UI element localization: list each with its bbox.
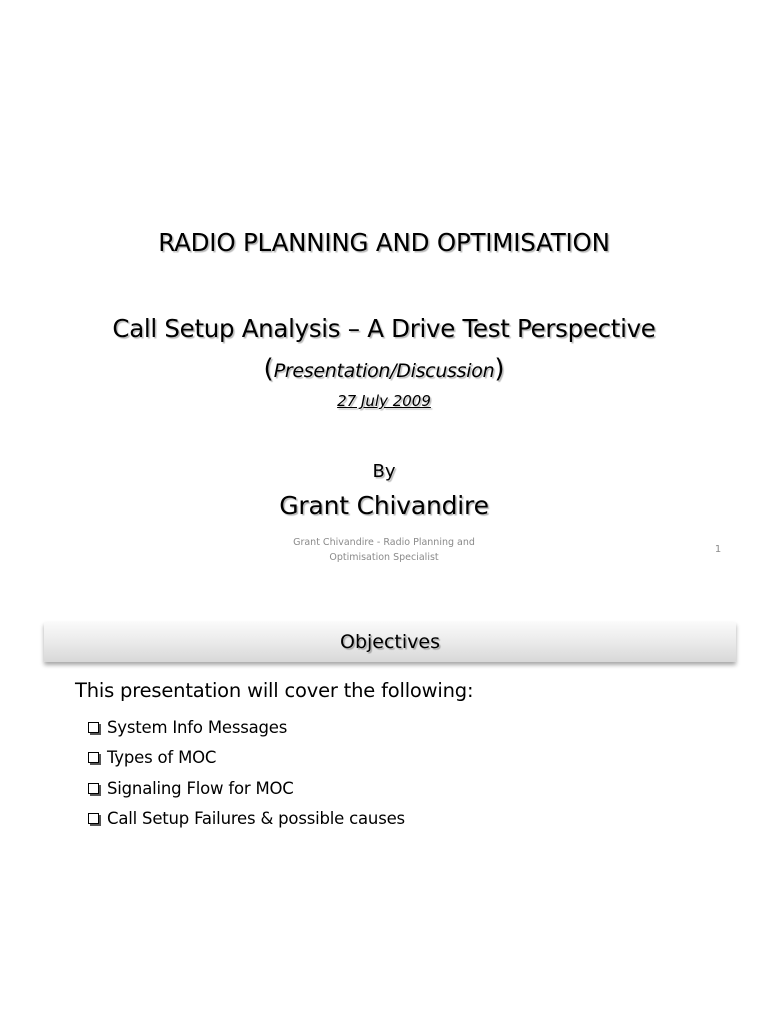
objectives-list	[88, 712, 405, 834]
by-label: By	[372, 461, 396, 482]
close-paren: )	[494, 354, 505, 384]
author-name: Grant Chivandire	[279, 491, 489, 520]
list-item-text: Signaling Flow for MOC	[107, 778, 294, 798]
slide-title: RADIO PLANNING AND OPTIMISATION	[158, 228, 610, 257]
checkbox-icon	[88, 752, 99, 763]
checkbox-icon	[88, 783, 99, 794]
list-item-text: Types of MOC	[107, 748, 217, 768]
footer-line-1: Grant Chivandire - Radio Planning and	[293, 537, 475, 548]
open-paren: (	[263, 354, 274, 384]
list-item	[88, 743, 405, 774]
slide-subtitle: Call Setup Analysis – A Drive Test Perspective	[112, 314, 656, 343]
objectives-title: Objectives	[340, 631, 440, 653]
list-item	[88, 712, 405, 743]
presentation-date: 27 July 2009	[337, 392, 431, 410]
list-item-text: System Info Messages	[107, 717, 288, 737]
list-item	[88, 773, 405, 804]
slide-footer	[234, 535, 534, 565]
page-number: 1	[714, 544, 722, 555]
presentation-type	[0, 354, 768, 384]
list-item	[88, 804, 405, 835]
checkbox-icon	[88, 722, 99, 733]
list-item-text: Call Setup Failures & possible causes	[107, 809, 405, 829]
objectives-header-bar	[44, 622, 736, 662]
intro-text: This presentation will cover the following:	[75, 679, 474, 702]
objectives-slide	[0, 590, 768, 1024]
footer-line-2: Optimisation Specialist	[329, 552, 439, 563]
presentation-type-text: Presentation/Discussion	[273, 360, 495, 382]
checkbox-icon	[88, 813, 99, 824]
